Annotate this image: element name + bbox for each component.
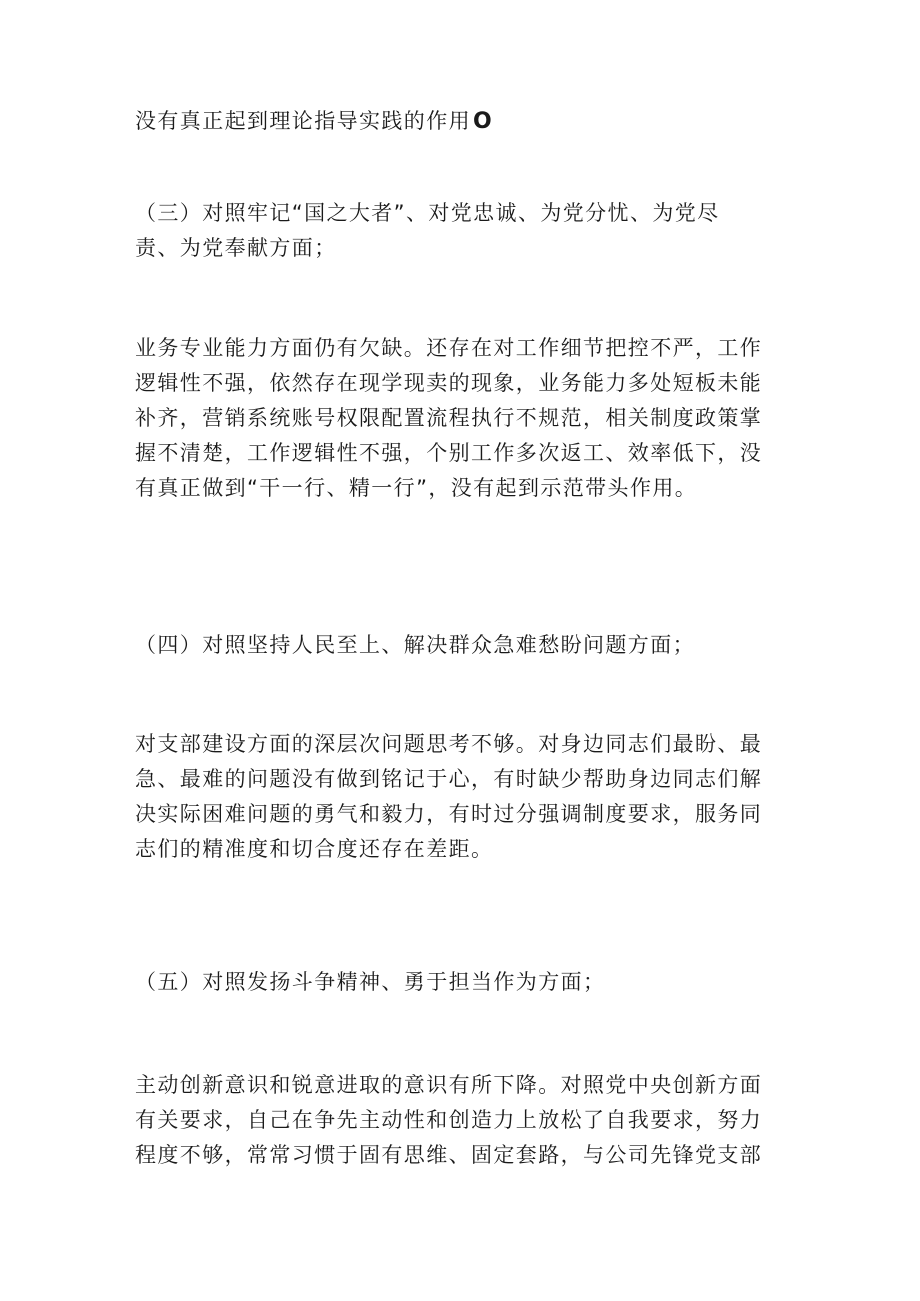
paragraph-line: 没有真正起到理论指导实践的作用 [135, 109, 471, 133]
section-heading-3 [135, 196, 795, 266]
paragraph-line: 有关要求，自己在争先主动性和创造力上放松了自我要求，努力 [135, 1108, 763, 1132]
paragraph-tail-mark: O [473, 109, 492, 134]
paragraph-line: 逻辑性不强，依然存在现学现卖的现象，业务能力多处短板未能 [135, 371, 763, 395]
heading-line: （五）对照发扬斗争精神、勇于担当作为方面； [135, 970, 606, 994]
heading-line: （三）对照牢记“国之大者”、对党忠诚、为党分忧、为党尽 [135, 201, 720, 225]
paragraph-line: 急、最难的问题没有做到铭记于心，有时缺少帮助身边同志们解 [135, 767, 763, 791]
paragraph-continued [135, 104, 795, 139]
paragraph-line: 业务专业能力方面仍有欠缺。还存在对工作细节把控不严，工作 [135, 336, 763, 360]
paragraph-section-5 [135, 1068, 795, 1173]
paragraph-line: 补齐，营销系统账号权限配置流程执行不规范，相关制度政策掌 [135, 406, 763, 430]
paragraph-line: 决实际困难问题的勇气和毅力，有时过分强调制度要求，服务同 [135, 802, 763, 826]
paragraph-line: 握不清楚，工作逻辑性不强，个别工作多次返工、效率低下，没 [135, 441, 763, 465]
paragraph-line: 主动创新意识和锐意进取的意识有所下降。对照党中央创新方面 [135, 1073, 763, 1097]
section-heading-4 [135, 628, 795, 663]
heading-line: （四）对照坚持人民至上、解决群众急难愁盼问题方面； [135, 633, 695, 657]
paragraph-line: 志们的精准度和切合度还存在差距。 [135, 837, 494, 861]
section-heading-5 [135, 965, 795, 1000]
paragraph-line: 有真正做到“干一行、精一行”，没有起到示范带头作用。 [135, 476, 698, 500]
heading-line: 责、为党奉献方面； [135, 236, 337, 260]
paragraph-section-4 [135, 727, 795, 867]
paragraph-line: 程度不够，常常习惯于固有思维、固定套路，与公司先锋党支部 [135, 1143, 763, 1167]
paragraph-line: 对支部建设方面的深层次问题思考不够。对身边同志们最盼、最 [135, 732, 763, 756]
paragraph-section-3 [135, 331, 795, 506]
